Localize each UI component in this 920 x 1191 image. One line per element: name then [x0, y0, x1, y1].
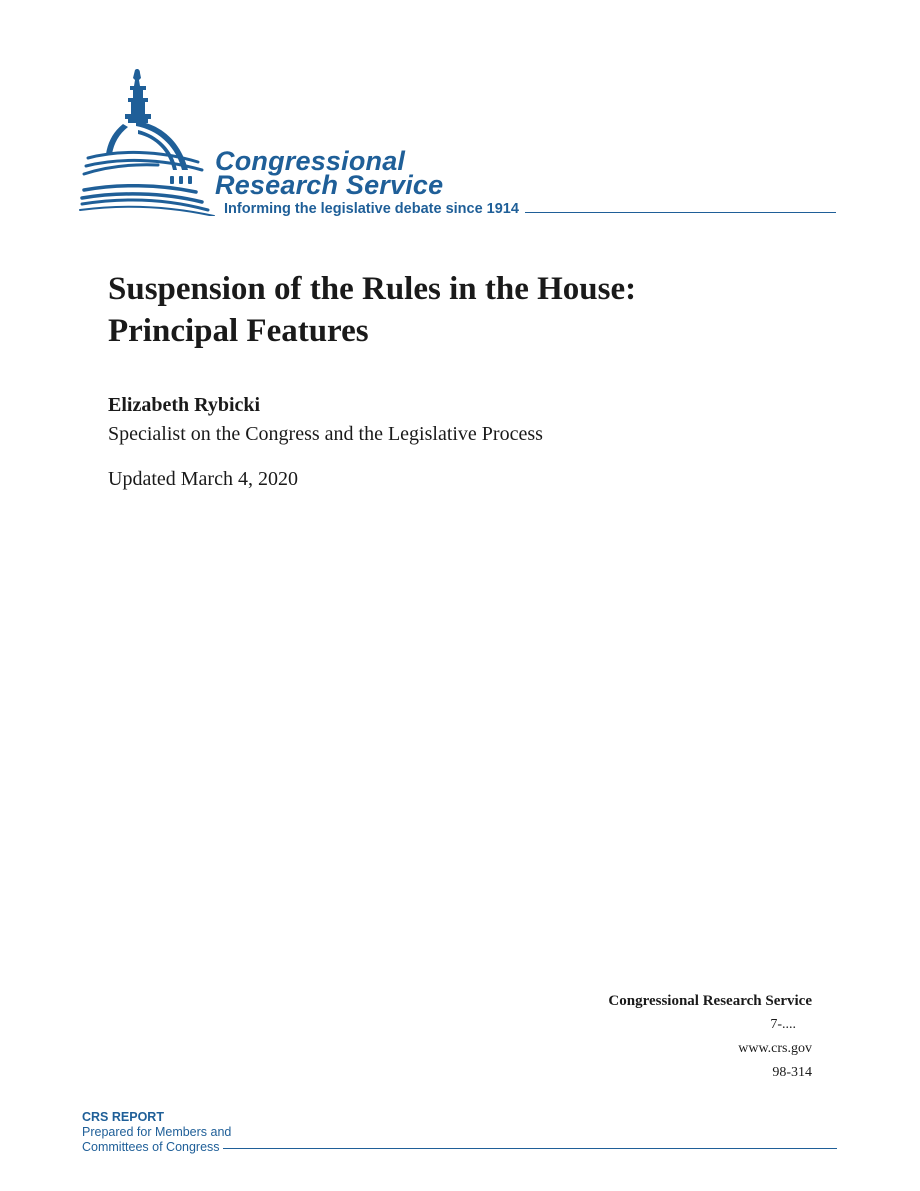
author-role: Specialist on the Congress and the Legislative Process	[108, 423, 543, 445]
footer	[82, 1110, 838, 1156]
info-report-number: 98-314	[772, 1065, 812, 1080]
report-info-block	[608, 990, 812, 1084]
logo-name-line2: Research Service	[215, 170, 444, 200]
capitol-dome-icon	[78, 66, 223, 216]
report-title	[108, 268, 828, 352]
logo-divider	[525, 212, 836, 213]
info-website-link[interactable]: www.crs.gov	[738, 1041, 812, 1056]
updated-date: Updated March 4, 2020	[108, 468, 298, 490]
report-title-line1: Suspension of the Rules in the House:	[108, 271, 637, 307]
crs-logo	[78, 66, 838, 226]
footer-line1: Prepared for Members and	[82, 1125, 232, 1139]
logo-name-line1: Congressional	[215, 146, 406, 176]
author-name: Elizabeth Rybicki	[108, 394, 261, 416]
info-code: 7-....	[770, 1017, 796, 1032]
info-organization: Congressional Research Service	[608, 993, 812, 1009]
footer-line2: Committees of Congress	[82, 1140, 220, 1154]
report-title-line2: Principal Features	[108, 313, 369, 349]
footer-divider	[223, 1148, 837, 1149]
logo-tagline: Informing the legislative debate since 1914	[224, 201, 519, 217]
footer-label: CRS REPORT	[82, 1110, 164, 1124]
